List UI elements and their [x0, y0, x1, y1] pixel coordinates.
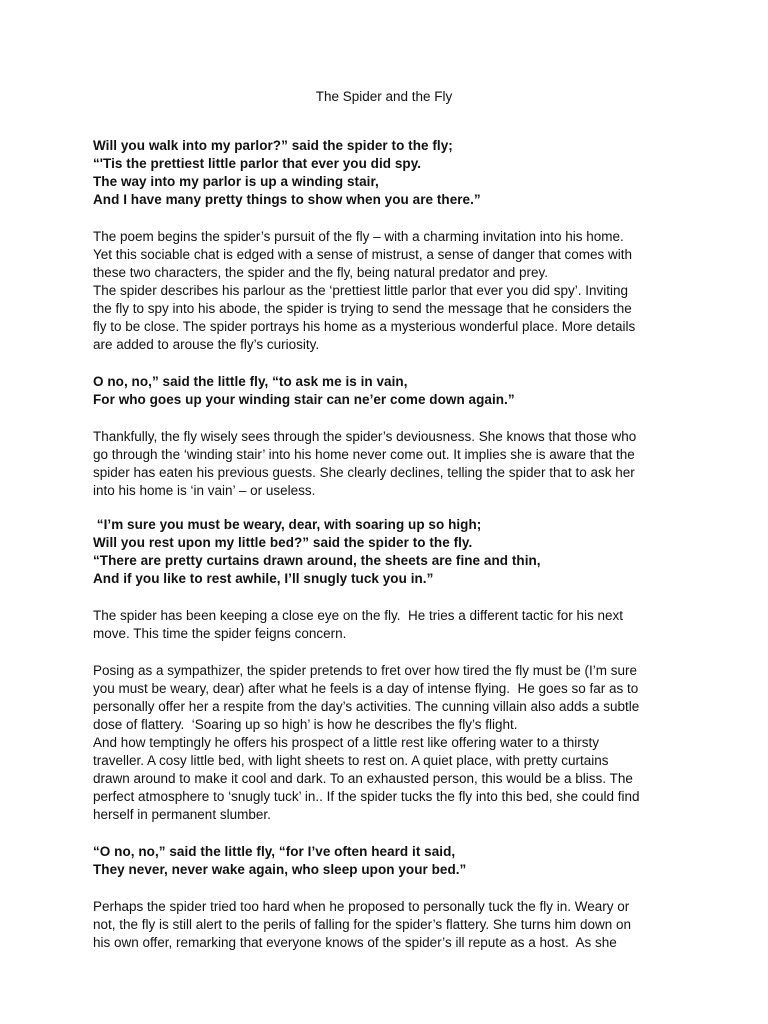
- verse-line: O no, no,” said the little fly, “to ask me is in vain,: [93, 374, 408, 389]
- commentary-paragraph: [93, 228, 683, 354]
- verse-line: And I have many pretty things to show when you are there.”: [93, 192, 481, 207]
- text-line: his own offer, remarking that everyone knows of the spider’s ill repute as a host. As she: [93, 935, 617, 950]
- commentary-paragraph: [93, 662, 683, 824]
- commentary-paragraph: [93, 607, 683, 643]
- verse-line: “O no, no,” said the little fly, “for I’ve often heard it said,: [93, 844, 456, 859]
- text-line: The poem begins the spider’s pursuit of the fly – with a charming invitation into his home.: [93, 229, 624, 244]
- text-line: Yet this sociable chat is edged with a sense of mistrust, a sense of danger that comes with: [93, 247, 633, 262]
- text-line: into his home is ‘in vain’ – or useless.: [93, 483, 316, 498]
- text-line: go through the ‘winding stair’ into his home never come out. It implies she is aware that the: [93, 447, 635, 462]
- poem-stanza: [93, 373, 683, 409]
- verse-line: “I’m sure you must be weary, dear, with soaring up so high;: [93, 517, 482, 532]
- text-line: Thankfully, the fly wisely sees through the spider’s deviousness. She knows that those who: [93, 429, 637, 444]
- text-line: And how temptingly he offers his prospect of a little rest like offering water to a thirsty: [93, 735, 599, 750]
- commentary-paragraph: [93, 898, 683, 952]
- verse-line: Will you rest upon my little bed?” said the spider to the fly.: [93, 535, 473, 550]
- text-line: these two characters, the spider and the fly, being natural predator and prey.: [93, 265, 549, 280]
- text-line: perfect atmosphere to ‘snugly tuck’ in.. If the spider tucks the fly into this bed, she could find: [93, 789, 640, 804]
- commentary-paragraph: [93, 428, 683, 500]
- text-line: move. This time the spider feigns concern.: [93, 626, 347, 641]
- text-line: are added to arouse the fly’s curiosity.: [93, 337, 320, 352]
- verse-line: And if you like to rest awhile, I’ll snugly tuck you in.”: [93, 571, 434, 586]
- verse-line: “'Tis the prettiest little parlor that ever you did spy.: [93, 156, 422, 171]
- text-line: Posing as a sympathizer, the spider pretends to fret over how tired the fly must be (I’m sure: [93, 663, 638, 678]
- text-line: personally offer her a respite from the day’s activities. The cunning villain also adds a subtle: [93, 699, 640, 714]
- text-line: you must be weary, dear) after what he feels is a day of intense flying. He goes so far as to: [93, 681, 639, 696]
- document-title: The Spider and the Fly: [315, 89, 453, 104]
- verse-line: Will you walk into my parlor?” said the spider to the fly;: [93, 138, 453, 153]
- text-line: herself in permanent slumber.: [93, 807, 271, 822]
- poem-stanza: [93, 516, 683, 588]
- verse-line: For who goes up your winding stair can ne’er come down again.”: [93, 392, 515, 407]
- poem-stanza: [93, 843, 683, 879]
- verse-line: They never, never wake again, who sleep upon your bed.”: [93, 862, 467, 877]
- text-line: drawn around to make it cool and dark. To an exhausted person, this would be a bliss. The: [93, 771, 633, 786]
- poem-stanza: [93, 137, 683, 209]
- text-line: fly to be close. The spider portrays his home as a mysterious wonderful place. More details: [93, 319, 636, 334]
- text-line: the fly to spy into his abode, the spider is trying to send the message that he considers the: [93, 301, 632, 316]
- text-line: not, the fly is still alert to the perils of falling for the spider’s flattery. She turns him down on: [93, 917, 632, 932]
- text-line: Perhaps the spider tried too hard when he proposed to personally tuck the fly in. Weary or: [93, 899, 630, 914]
- document-body: [93, 137, 683, 952]
- text-line: dose of flattery. ‘Soaring up so high’ is how he describes the fly’s flight.: [93, 717, 518, 732]
- verse-line: “There are pretty curtains drawn around, the sheets are fine and thin,: [93, 553, 541, 568]
- text-line: traveller. A cosy little bed, with light sheets to rest on. A quiet place, with pretty curtains: [93, 753, 609, 768]
- text-line: The spider has been keeping a close eye on the fly. He tries a different tactic for his next: [93, 608, 624, 623]
- verse-line: The way into my parlor is up a winding stair,: [93, 174, 379, 189]
- text-line: spider has eaten his previous guests. She clearly declines, telling the spider that to ask her: [93, 465, 635, 480]
- text-line: The spider describes his parlour as the ‘prettiest little parlor that ever you did spy’. Inviting: [93, 283, 629, 298]
